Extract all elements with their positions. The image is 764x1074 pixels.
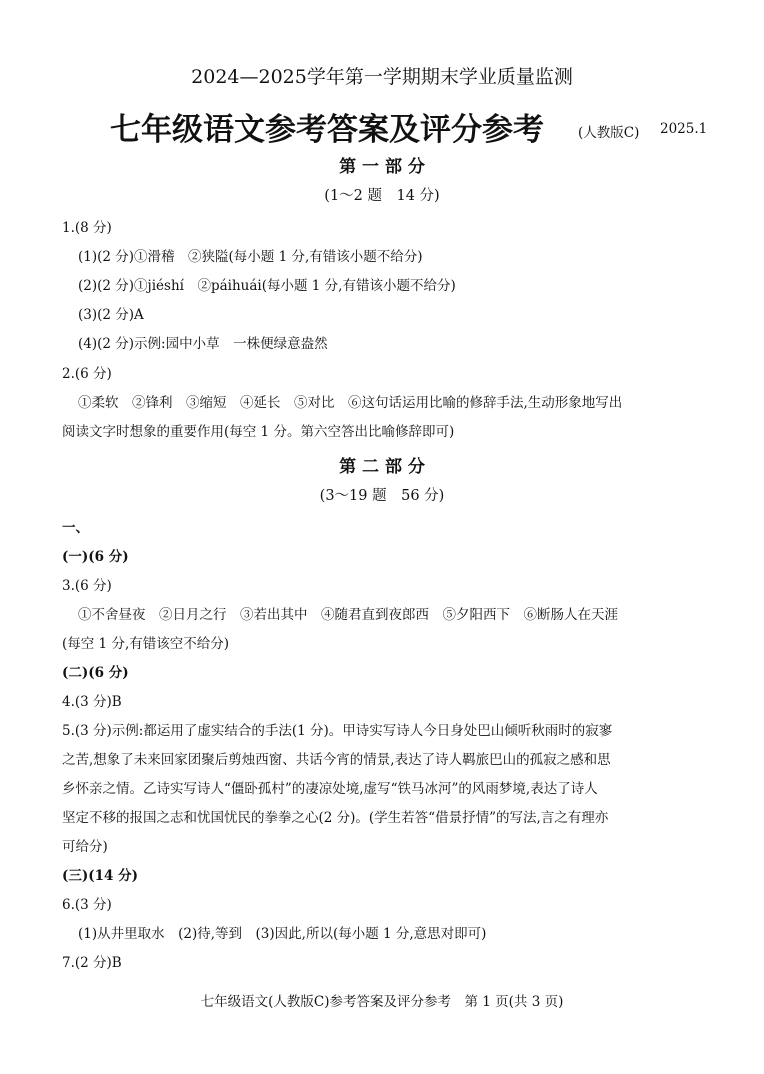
- page-footer: 七年级语文(人教版C)参考答案及评分参考 第 1 页(共 3 页): [200, 994, 564, 1010]
- exam-title: 2024—2025学年第一学期期末学业质量监测: [191, 66, 573, 88]
- subsection-1-label: (一)(6 分): [62, 549, 129, 565]
- q5-line: 坚定不移的报国之志和忧国忧民的拳拳之心(2 分)。(学生若答“借景抒情”的写法,言之有理亦: [62, 810, 609, 826]
- q2-label: 2.(6 分): [62, 366, 112, 382]
- q3-label: 3.(6 分): [62, 578, 112, 594]
- q5-line: 之苦,想象了未来回家团聚后剪烛西窗、共话今宵的情景,表达了诗人羁旅巴山的孤寂之感和思: [62, 752, 611, 768]
- q4-answer: 4.(3 分)B: [62, 694, 122, 710]
- q3-line: (每空 1 分,有错该空不给分): [62, 636, 229, 652]
- subsection-3-label: (三)(14 分): [62, 868, 139, 884]
- q1-line: (1)(2 分)①滑稽 ②狭隘(每小题 1 分,有错该小题不给分): [78, 249, 423, 265]
- part1-heading: 第 一 部 分: [339, 157, 425, 177]
- main-title: 七年级语文参考答案及评分参考: [110, 112, 544, 148]
- q6-line: (1)从井里取水 (2)待,等到 (3)因此,所以(每小题 1 分,意思对即可): [78, 926, 487, 942]
- q7-answer: 7.(2 分)B: [62, 955, 122, 971]
- q2-line: 阅读文字时想象的重要作用(每空 1 分。第六空答出比喻修辞即可): [62, 424, 455, 440]
- q1-line: (4)(2 分)示例:园中小草 一株便绿意盎然: [78, 336, 328, 352]
- subsection-2-label: (二)(6 分): [62, 665, 129, 681]
- part1-subheading: (1～2 题 14 分): [324, 188, 440, 204]
- part2-subheading: (3～19 题 56 分): [319, 488, 445, 504]
- q1-line: (3)(2 分)A: [78, 307, 144, 323]
- edition-label: (人教版C): [578, 125, 640, 141]
- q1-label: 1.(8 分): [62, 220, 112, 236]
- q5-line: 乡怀亲之情。乙诗实写诗人“僵卧孤村”的凄凉处境,虚写“铁马冰河”的风雨梦境,表达了诗人: [62, 781, 598, 797]
- q2-line: ①柔软 ②锋利 ③缩短 ④延长 ⑤对比 ⑥这句话运用比喻的修辞手法,生动形象地写出: [78, 395, 623, 411]
- q3-line: ①不舍昼夜 ②日月之行 ③若出其中 ④随君直到夜郎西 ⑤夕阳西下 ⑥断肠人在天涯: [78, 607, 618, 623]
- q5-line: 5.(3 分)示例:都运用了虚实结合的手法(1 分)。甲诗实写诗人今日身处巴山倾听秋雨时的寂寥: [62, 723, 613, 739]
- part2-heading: 第 二 部 分: [339, 457, 425, 477]
- q6-label: 6.(3 分): [62, 897, 112, 913]
- section-one-label: 一、: [62, 520, 89, 536]
- date-label: 2025.1: [660, 121, 708, 137]
- q1-line: (2)(2 分)①jiéshí ②páihuái(每小题 1 分,有错该小题不给分): [78, 278, 456, 294]
- q5-line: 可给分): [62, 839, 108, 855]
